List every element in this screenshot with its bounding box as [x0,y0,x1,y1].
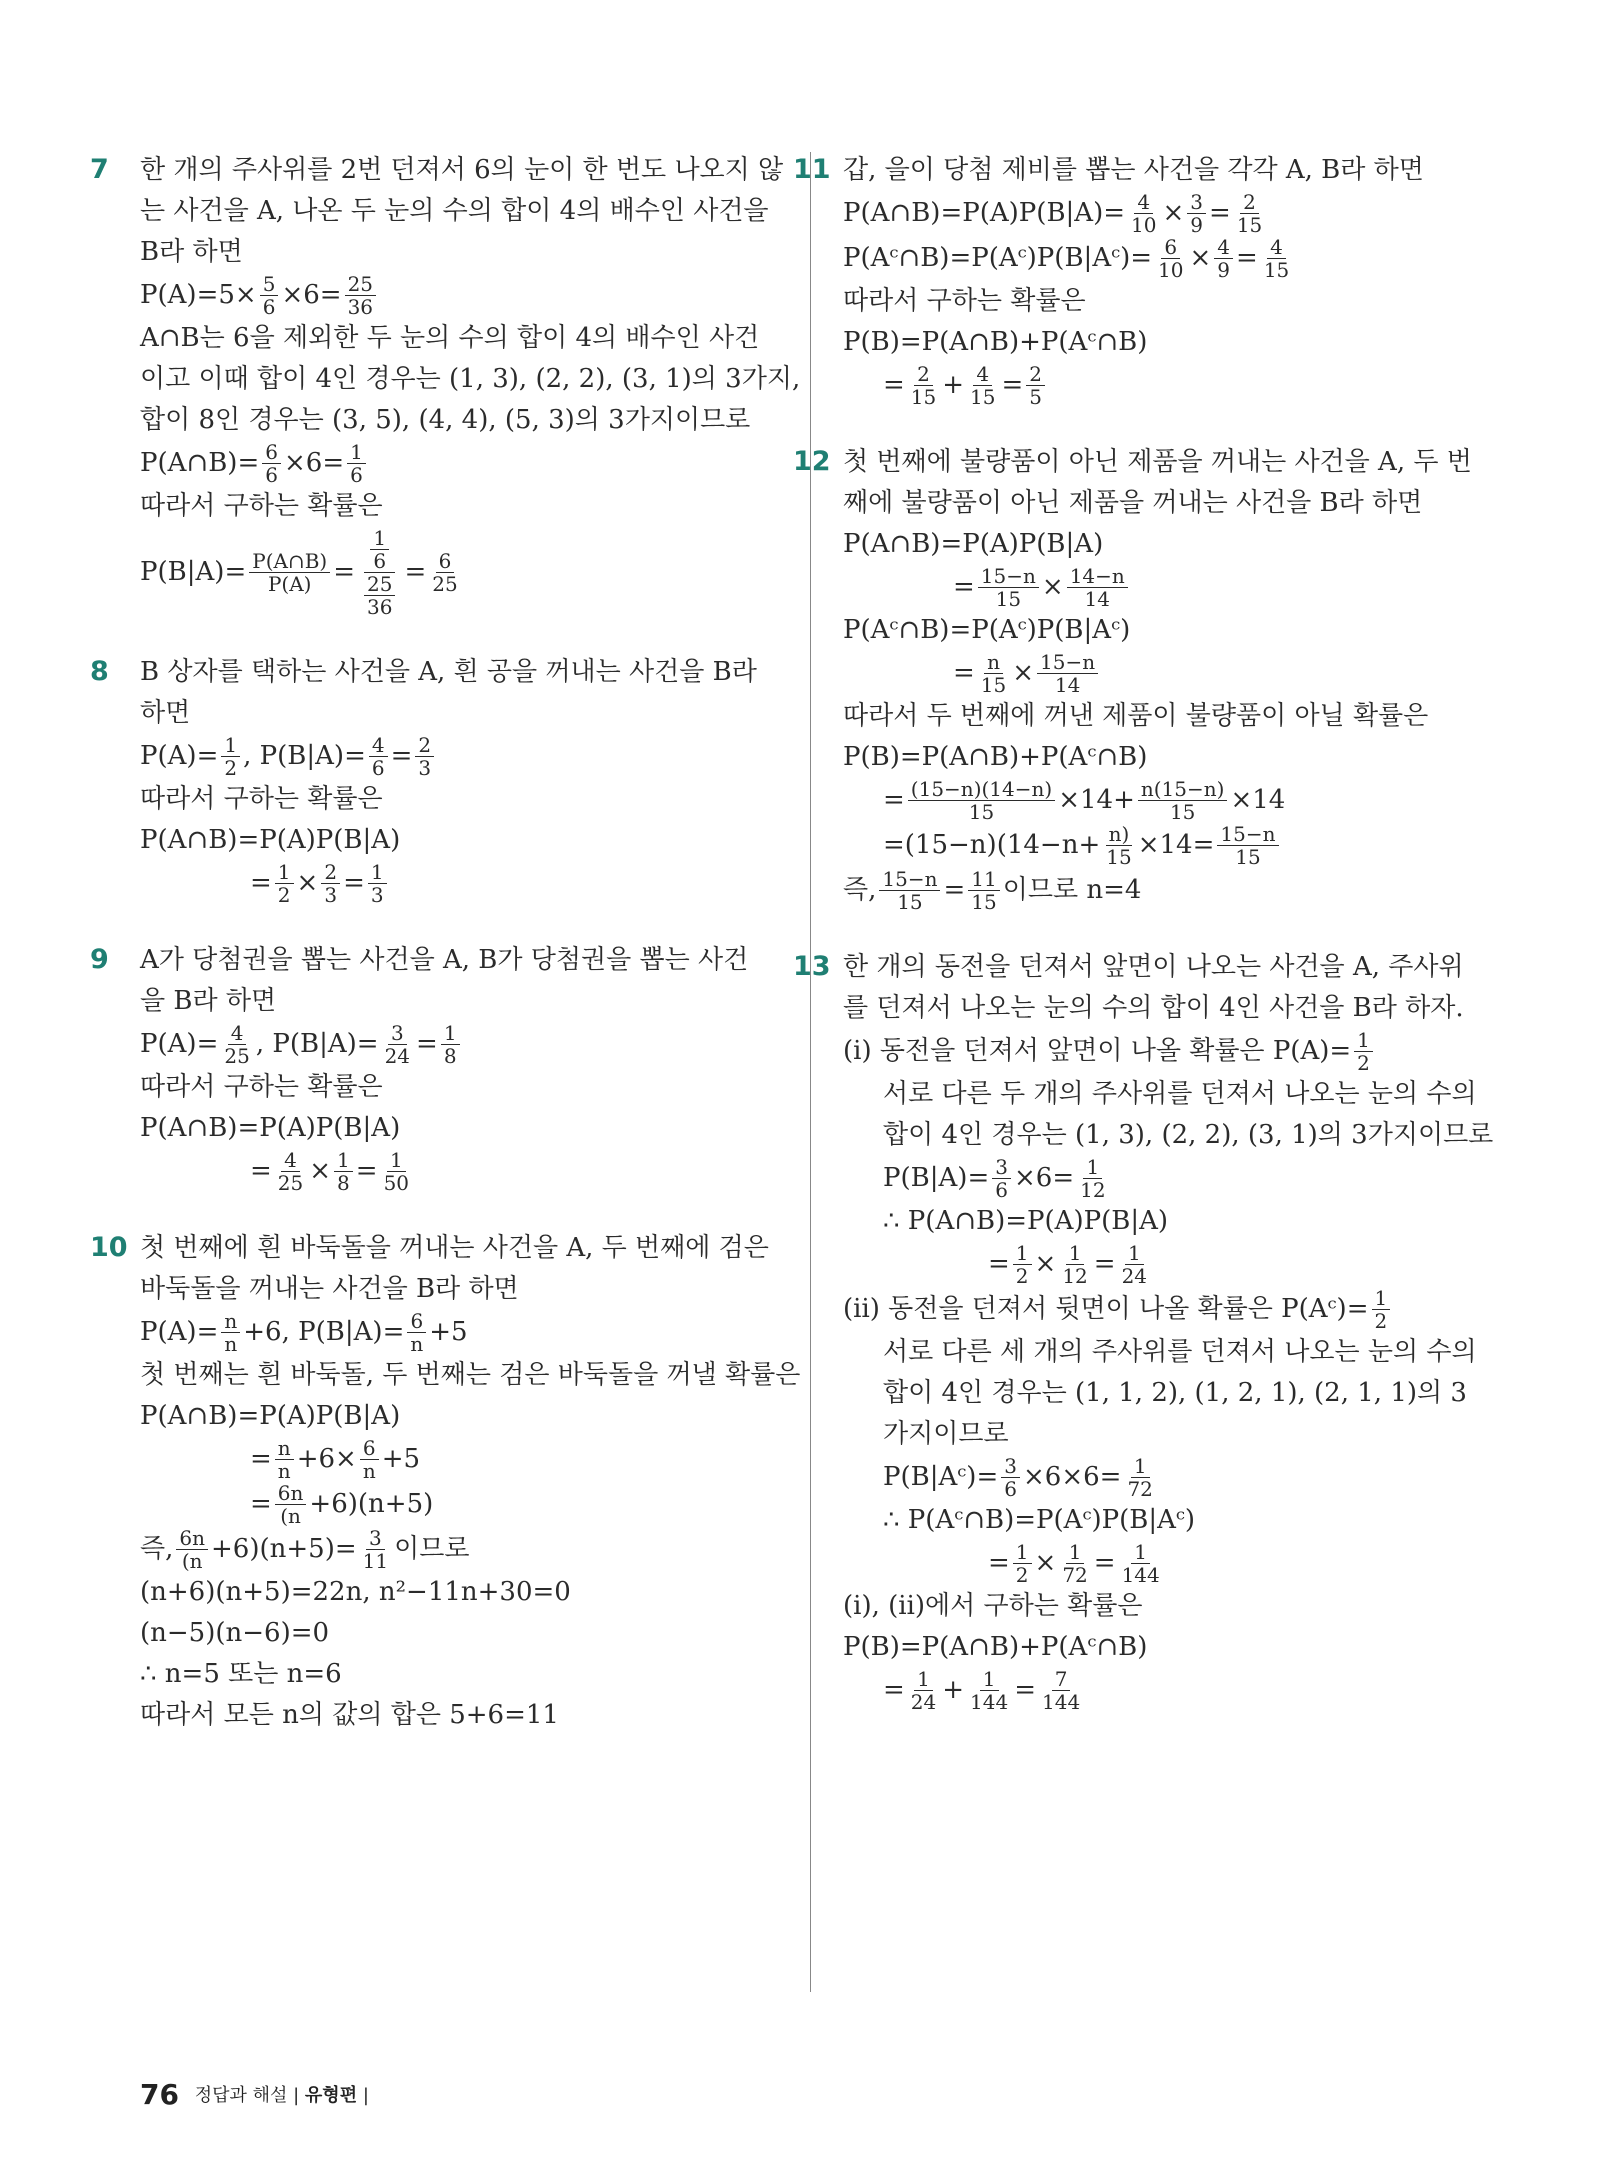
text-line: 서로 다른 두 개의 주사위를 던져서 나오는 눈의 수의 [883,1079,1477,1109]
text-line: 첫 번째에 불량품이 아닌 제품을 꺼내는 사건을 A, 두 번 [843,447,1472,477]
problem-7 [90,150,801,619]
math-line: (ⅰ) 동전을 던져서 앞면이 나올 확률은 P(A)= $\frac{1}{2}$ [843,1029,1483,1074]
text-line: 합이 8인 경우는 (3, 5), (4, 4), (5, 3)의 3가지이므로 [140,405,751,435]
page-number: 76 [140,2078,179,2111]
math-line: = $\frac{2}{15}$ + $\frac{4}{15}$ = $\frac{2}{5}$ [843,363,1483,408]
math-line: P(A)= $\frac{1}{2}$ , P(B|A)= $\frac{4}{6}$ = $\frac{2}{3}$ [140,734,780,779]
problem-number: 12 [793,446,831,477]
text-line: 따라서 모든 n의 값의 합은 5+6=11 [140,1700,559,1730]
math-line: = $\frac{1}{2}$ × $\frac{2}{3}$ = $\frac{1}{3}$ [140,861,780,906]
text-line: ∴ P(A∩B)=P(A)P(B|A) [883,1206,1169,1236]
math-line: =(15−n)(14−n+ $\frac{n)}{15}$ ×14= $\frac{15-n}{15}$ [843,823,1483,868]
text-line: P(B)=P(A∩B)+P(Aᶜ∩B) [843,742,1148,772]
text-line: P(A∩B)=P(A)P(B|A) [140,1113,401,1143]
text-line: P(B)=P(A∩B)+P(Aᶜ∩B) [843,327,1148,357]
math-line: = $\frac{15-n}{15}$ × $\frac{14-n}{14}$ [843,565,1483,610]
math-line: = $\frac{4}{25}$ × $\frac{1}{8}$ = $\frac{1}{50}$ [250,1148,410,1195]
footer-separator: | [362,2085,369,2106]
text-line: A∩B는 6을 제외한 두 눈의 수의 합이 4의 배수인 사건 [140,323,760,353]
math-line: P(A)= $\frac{n}{n}$ +6, P(B|A)= $\frac{6}{n}$ +5 [140,1309,468,1356]
text-line: 를 던져서 나오는 눈의 수의 합이 4인 사건을 B라 하자. [843,993,1464,1023]
book-title: 정답과 해설 [194,2085,288,2106]
text-line: 합이 4인 경우는 (1, 3), (2, 2), (3, 1)의 3가지이므로 [883,1120,1494,1150]
math-line: P(B|A)= $\frac{P(A\cap B)}{P(A)}$ = $\frac{\frac{1}{6}}{\frac{25}{36}}$ = $\frac{6}{25}$ [140,526,458,619]
column-divider [810,152,811,1992]
text-line: P(A∩B)=P(A)P(B|A) [843,529,1104,559]
problem-12 [793,442,1483,914]
text-line: 첫 번째에 흰 바둑돌을 꺼내는 사건을 A, 두 번째에 검은 [140,1233,769,1263]
math-line: = $\frac{n}{15}$ × $\frac{15-n}{14}$ [843,651,1483,696]
text-line: (n−5)(n−6)=0 [140,1618,330,1648]
text-line: P(A∩B)=P(A)P(B|A) [140,1401,401,1431]
math-line: P(B|A)= $\frac{3}{6}$ ×6= $\frac{1}{12}$ [883,1155,1106,1202]
text-line: 가지이므로 [883,1419,1009,1449]
text-line: 째에 불량품이 아닌 제품을 꺼내는 사건을 B라 하면 [843,488,1423,518]
text-line: 합이 4인 경우는 (1, 1, 2), (1, 2, 1), (2, 1, 1)의 3 [883,1378,1467,1408]
text-line: 한 개의 주사위를 2번 던져서 6의 눈이 한 번도 나오지 않 [140,155,784,185]
text-line: P(A∩B)=P(A)P(B|A) [140,825,401,855]
section-title: 유형편 [304,2085,358,2106]
problem-number: 10 [90,1232,128,1263]
text-line: 한 개의 동전을 던져서 앞면이 나오는 사건을 A, 주사위 [843,952,1464,982]
footer-separator: | [293,2085,300,2106]
math-line: = $\frac{1}{2}$ × $\frac{1}{12}$ = $\frac{1}{24}$ [988,1241,1148,1288]
text-line: 따라서 구하는 확률은 [140,784,383,814]
math-line: = $\frac{(15-n)(14-n)}{15}$ ×14+ $\frac{n(15-n)}{15}$ ×14 [883,777,1286,824]
math-line: 즉, $\frac{15-n}{15}$ = $\frac{11}{15}$ 이므로 n=4 [843,867,1142,914]
text-line: 바둑돌을 꺼내는 사건을 B라 하면 [140,1274,519,1304]
page-footer [140,2078,369,2111]
problem-10 [90,1228,801,1736]
text-line: (n+6)(n+5)=22n, n²−11n+30=0 [140,1577,571,1607]
math-line: = $\frac{1}{2}$ × $\frac{1}{72}$ = $\frac{1}{144}$ [988,1540,1160,1587]
problem-9 [90,940,780,1195]
text-line: 따라서 구하는 확률은 [843,286,1086,316]
math-line: = $\frac{n}{n}$ +6× $\frac{6}{n}$ +5 [250,1436,421,1483]
text-line: P(Aᶜ∩B)=P(Aᶜ)P(B|Aᶜ) [843,615,1131,645]
right-column [793,150,1494,1747]
text-line: 서로 다른 세 개의 주사위를 던져서 나오는 눈의 수의 [883,1337,1477,1367]
text-line: 따라서 구하는 확률은 [140,1072,383,1102]
text-line: 는 사건을 A, 나온 두 눈의 수의 합이 4의 배수인 사건을 [140,196,769,226]
problem-13 [793,947,1494,1714]
problem-number: 9 [90,944,109,975]
math-line: (ⅱ) 동전을 던져서 뒷면이 나올 확률은 P(Aᶜ)= $\frac{1}{2}$ [843,1287,1483,1332]
problem-number: 13 [793,951,831,982]
math-line: P(Aᶜ∩B)=P(Aᶜ)P(B|Aᶜ)= $\frac{6}{10}$ × $\frac{4}{9}$ = $\frac{4}{15}$ [843,235,1290,282]
math-line: = $\frac{6n}{(n}$ +6)(n+5) [250,1481,434,1528]
math-line: P(A)= $\frac{4}{25}$ , P(B|A)= $\frac{3}{24}$ = $\frac{1}{8}$ [140,1022,780,1067]
text-line: ∴ P(Aᶜ∩B)=P(Aᶜ)P(B|Aᶜ) [883,1505,1196,1535]
math-line: P(A)=5× $\frac{5}{6}$ ×6= $\frac{25}{36}$ [140,273,780,318]
text-line: B라 하면 [140,237,243,267]
text-line: 하면 [140,698,191,728]
problem-8 [90,652,780,907]
math-line: P(A∩B)=P(A)P(B|A)= $\frac{4}{10}$ × $\frac{3}{9}$ = $\frac{2}{15}$ [843,190,1263,237]
left-column [90,150,801,1770]
text-line: 갑, 을이 당첨 제비를 뽑는 사건을 각각 A, B라 하면 [843,155,1424,185]
text-line: P(B)=P(A∩B)+P(Aᶜ∩B) [843,1632,1148,1662]
text-line: A가 당첨권을 뽑는 사건을 A, B가 당첨권을 뽑는 사건 [140,945,749,975]
math-line: = $\frac{1}{24}$ + $\frac{1}{144}$ = $\frac{7}{144}$ [883,1667,1081,1714]
text-line: 따라서 두 번째에 꺼낸 제품이 불량품이 아닐 확률은 [843,701,1429,731]
math-line: P(A∩B)= $\frac{6}{6}$ ×6= $\frac{1}{6}$ [140,441,780,486]
text-line: 이고 이때 합이 4인 경우는 (1, 3), (2, 2), (3, 1)의 3가지, [140,364,801,394]
text-line: ∴ n=5 또는 n=6 [140,1659,342,1689]
text-line: (ⅰ), (ⅱ)에서 구하는 확률은 [843,1591,1143,1621]
problem-number: 7 [90,154,109,185]
text-line: 첫 번째는 흰 바둑돌, 두 번째는 검은 바둑돌을 꺼낼 확률은 [140,1360,801,1390]
problem-number: 8 [90,656,109,687]
text-line: 을 B라 하면 [140,986,277,1016]
problem-11 [793,150,1483,409]
math-line: 즉, $\frac{6n}{(n}$ +6)(n+5)= $\frac{3}{11}$ 이므로 [140,1526,470,1573]
text-line: B 상자를 택하는 사건을 A, 흰 공을 꺼내는 사건을 B라 [140,657,757,687]
problem-number: 11 [793,154,831,185]
text-line: 따라서 구하는 확률은 [140,491,383,521]
math-line: P(B|Aᶜ)= $\frac{3}{6}$ ×6×6= $\frac{1}{72}$ [883,1454,1153,1501]
